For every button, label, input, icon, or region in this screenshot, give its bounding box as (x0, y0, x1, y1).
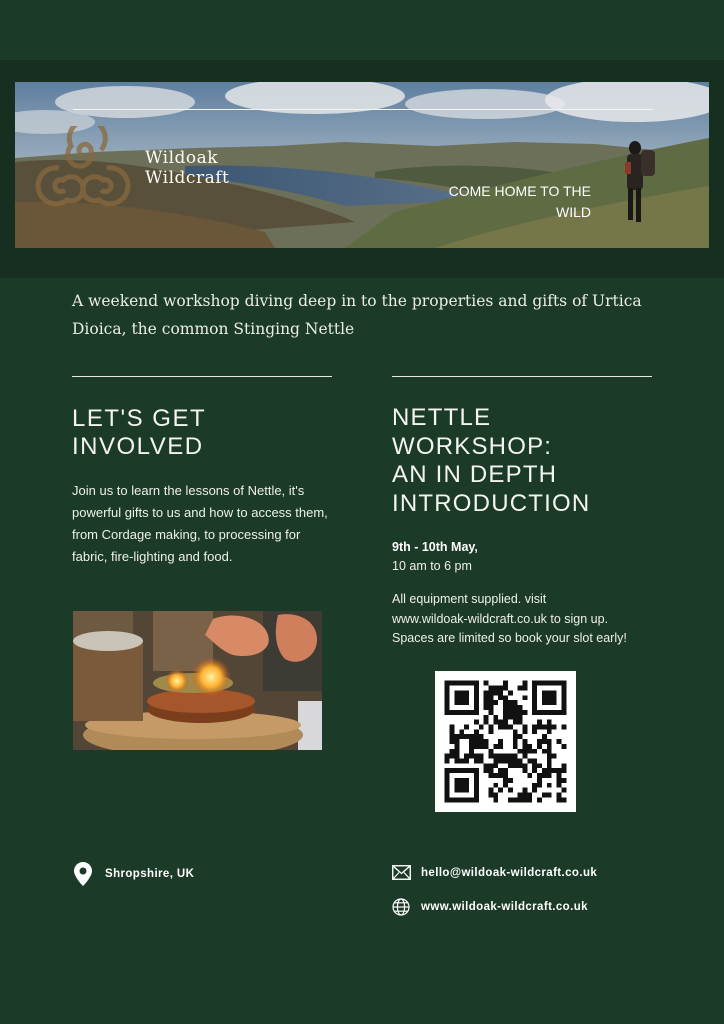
booking-qr-code[interactable] (435, 671, 576, 812)
event-date: 9th - 10th May, (392, 540, 478, 554)
triskele-spiral-icon (35, 126, 131, 226)
booking-info: All equipment supplied. visit www.wildoak-wildcraft.co.uk to sign up. Spaces are limited so book your slot early! (392, 592, 627, 645)
event-time: 10 am to 6 pm (392, 559, 472, 573)
location-contact (74, 862, 194, 886)
banner-tagline: COME HOME TO THE WILD (448, 183, 591, 220)
workshop-description: Join us to learn the lessons of Nettle, it's powerful gifts to us and how to access them, from Cordage making, to processing for fabric, fire-lighting and food. (72, 483, 328, 564)
banner-divider (73, 109, 653, 110)
lets-get-involved-heading: LET'S GET INVOLVED (72, 405, 207, 460)
email-contact[interactable] (392, 865, 597, 880)
left-divider (72, 376, 332, 377)
intro-text: A weekend workshop diving deep in to the properties and gifts of Urtica Dioica, the common Stinging Nettle (72, 292, 642, 338)
email-link[interactable]: hello@wildoak-wildcraft.co.uk (421, 866, 598, 879)
fire-lighting-photo (73, 611, 322, 750)
right-divider (392, 376, 652, 377)
website-link[interactable]: www.wildoak-wildcraft.co.uk (421, 901, 588, 913)
map-pin-icon (74, 862, 92, 886)
header-banner (15, 82, 709, 248)
envelope-icon (392, 865, 411, 880)
nettle-workshop-heading: NETTLE WORKSHOP: AN IN DEPTH INTRODUCTION (392, 404, 591, 517)
location-text: Shropshire, UK (105, 868, 195, 880)
website-contact[interactable] (392, 898, 588, 916)
globe-icon (392, 898, 410, 916)
brand-wordmark: Wildoak Wildcraft (145, 148, 230, 188)
